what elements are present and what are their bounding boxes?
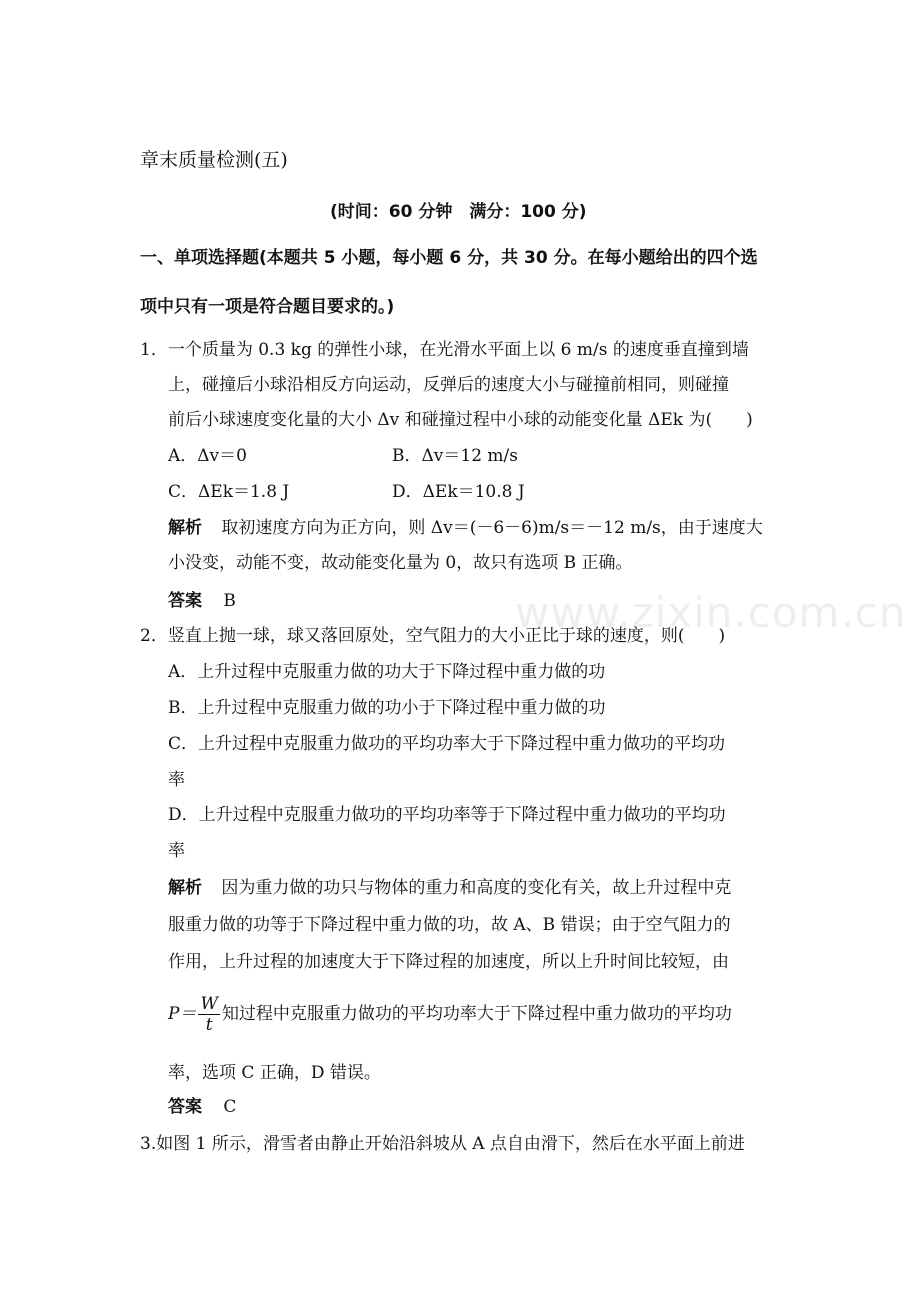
- answer-label: 答案: [168, 1097, 202, 1117]
- q2-analysis-line3: 作用，上升过程的加速度大于下降过程的加速度，所以上升时间比较短，由: [168, 952, 729, 972]
- analysis-text: 因为重力做的功只与物体的重力和高度的变化有关，故上升过程中克: [221, 878, 732, 898]
- q1-answer: [168, 589, 236, 613]
- q3-stem-line1: 3.如图 1 所示，滑雪者由静止开始沿斜坡从 A 点自由滑下，然后在水平面上前进: [140, 1134, 745, 1154]
- q2-option-d-line2: 率: [168, 841, 185, 861]
- answer-label: 答案: [168, 591, 202, 611]
- q2-analysis-line5: 率，选项 C 正确，D 错误。: [168, 1063, 381, 1083]
- page-title: 章末质量检测(五): [140, 149, 288, 171]
- exam-meta: (时间：60 分钟 满分：100 分): [330, 202, 587, 222]
- q1-stem-line1: 1．一个质量为 0.3 kg 的弹性小球，在光滑水平面上以 6 m/s 的速度垂直撞到墙: [140, 340, 749, 360]
- q2-option-b: B．上升过程中克服重力做的功小于下降过程中重力做的功: [168, 698, 606, 718]
- analysis-label: 解析: [168, 878, 202, 898]
- q2-option-a: A．上升过程中克服重力做的功大于下降过程中重力做的功: [168, 662, 606, 682]
- q2-analysis-line2: 服重力做的功等于下降过程中重力做的功，故 A、B 错误；由于空气阻力的: [168, 915, 731, 935]
- q2-stem: 2．竖直上抛一球，球又落回原处，空气阻力的大小正比于球的速度，则( ): [140, 626, 726, 646]
- q2-analysis-line4: [168, 994, 732, 1035]
- q2-option-c-line2: 率: [168, 770, 185, 790]
- q2-option-d-line1: D．上升过程中克服重力做功的平均功率等于下降过程中重力做功的平均功: [168, 805, 726, 825]
- q2-analysis-line1: [168, 876, 731, 900]
- fraction-numerator: W: [200, 994, 218, 1014]
- q1-analysis-line1: [168, 516, 763, 540]
- analysis-label: 解析: [168, 518, 202, 538]
- formula-fraction: [198, 994, 219, 1035]
- q1-option-d: D．ΔEk＝10.8 J: [392, 482, 525, 502]
- answer-value: B: [223, 591, 236, 611]
- q1-analysis-line2: 小没变，动能不变，故动能变化量为 0，故只有选项 B 正确。: [168, 553, 633, 573]
- fraction-denominator: t: [205, 1015, 213, 1035]
- q1-option-b: B．Δv＝12 m/s: [392, 446, 518, 466]
- section-heading-line1: 一、单项选择题(本题共 5 小题，每小题 6 分，共 30 分。在每小题给出的四个选: [140, 248, 758, 268]
- formula-lhs: P＝: [168, 1004, 197, 1024]
- q1-stem-line3: 前后小球速度变化量的大小 Δv 和碰撞过程中小球的动能变化量 ΔEk 为( ): [168, 410, 753, 430]
- q1-option-a: A．Δv＝0: [168, 446, 247, 466]
- analysis-text: 知过程中克服重力做功的平均功率大于下降过程中重力做功的平均功: [221, 1004, 732, 1024]
- q1-option-c: C．ΔEk＝1.8 J: [168, 482, 290, 502]
- q2-answer: [168, 1095, 236, 1119]
- q2-option-c-line1: C．上升过程中克服重力做功的平均功率大于下降过程中重力做功的平均功: [168, 734, 726, 754]
- watermark: www.zixin.com.cn: [515, 588, 907, 637]
- section-heading-line2: 项中只有一项是符合题目要求的。): [140, 297, 395, 317]
- analysis-text: 取初速度方向为正方向，则 Δv＝(－6－6)m/s＝－12 m/s，由于速度大: [221, 518, 763, 538]
- answer-value: C: [223, 1097, 237, 1117]
- q1-stem-line2: 上，碰撞后小球沿相反方向运动，反弹后的速度大小与碰撞前相同，则碰撞: [168, 375, 729, 395]
